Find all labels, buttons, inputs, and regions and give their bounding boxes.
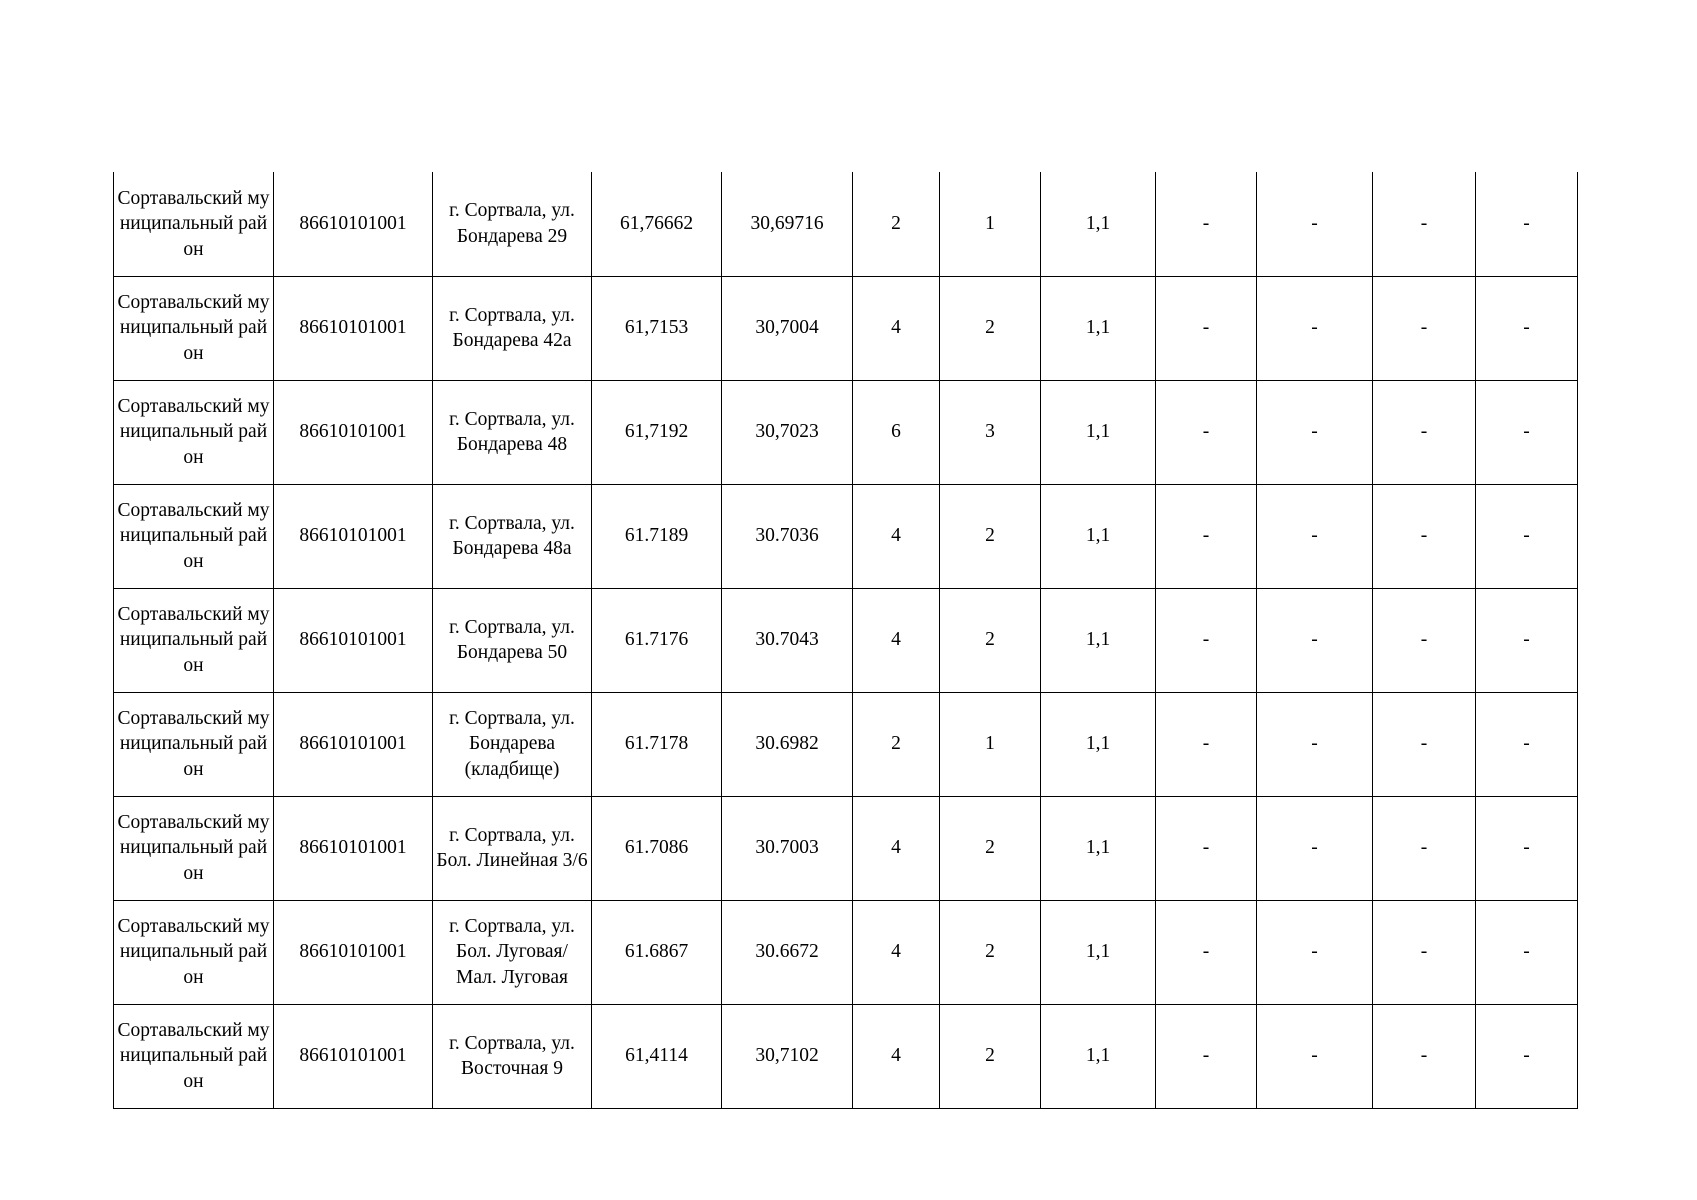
cell-column-6: 4: [853, 900, 940, 1004]
cell-column-10: -: [1257, 380, 1373, 484]
cell-column-7: 1: [940, 172, 1041, 276]
cell-column-11: -: [1373, 276, 1476, 380]
cell-column-10: -: [1257, 484, 1373, 588]
cell-address: г. Сортвала, ул. Бондарева 42а: [433, 276, 592, 380]
cell-column-11: -: [1373, 900, 1476, 1004]
cell-column-11: -: [1373, 380, 1476, 484]
cell-oktmo-code: 86610101001: [274, 276, 433, 380]
cell-column-7: 2: [940, 900, 1041, 1004]
cell-address: г. Сортвала, ул. Восточная 9: [433, 1004, 592, 1108]
cell-oktmo-code: 86610101001: [274, 588, 433, 692]
cell-column-6: 4: [853, 1004, 940, 1108]
cell-column-8: 1,1: [1041, 1004, 1156, 1108]
cell-column-7: 2: [940, 276, 1041, 380]
cell-latitude: 61.7176: [592, 588, 722, 692]
cell-column-10: -: [1257, 692, 1373, 796]
cell-oktmo-code: 86610101001: [274, 484, 433, 588]
table-row: [114, 172, 1578, 276]
cell-region: Сортавальский муниципальный район: [114, 484, 274, 588]
cell-latitude: 61.7086: [592, 796, 722, 900]
cell-column-12: -: [1476, 1004, 1578, 1108]
cell-longitude: 30.6982: [722, 692, 853, 796]
cell-longitude: 30,69716: [722, 172, 853, 276]
table-row: [114, 692, 1578, 796]
cell-oktmo-code: 86610101001: [274, 796, 433, 900]
table-row: [114, 796, 1578, 900]
cell-column-7: 2: [940, 1004, 1041, 1108]
cell-column-12: -: [1476, 172, 1578, 276]
table-row: [114, 484, 1578, 588]
cell-column-8: 1,1: [1041, 796, 1156, 900]
cell-oktmo-code: 86610101001: [274, 380, 433, 484]
cell-column-11: -: [1373, 1004, 1476, 1108]
cell-column-7: 2: [940, 796, 1041, 900]
cell-region: Сортавальский муниципальный район: [114, 796, 274, 900]
cell-latitude: 61,4114: [592, 1004, 722, 1108]
cell-column-11: -: [1373, 484, 1476, 588]
cell-column-7: 3: [940, 380, 1041, 484]
cell-column-12: -: [1476, 588, 1578, 692]
cell-region: Сортавальский муниципальный район: [114, 588, 274, 692]
cell-column-12: -: [1476, 484, 1578, 588]
cell-oktmo-code: 86610101001: [274, 692, 433, 796]
cell-column-9: -: [1156, 380, 1257, 484]
cell-column-11: -: [1373, 172, 1476, 276]
cell-column-10: -: [1257, 796, 1373, 900]
cell-column-9: -: [1156, 900, 1257, 1004]
cell-column-11: -: [1373, 692, 1476, 796]
cell-oktmo-code: 86610101001: [274, 1004, 433, 1108]
cell-region: Сортавальский муниципальный район: [114, 276, 274, 380]
cell-oktmo-code: 86610101001: [274, 900, 433, 1004]
cell-address: г. Сортвала, ул. Бол. Линейная 3/6: [433, 796, 592, 900]
cell-column-6: 2: [853, 692, 940, 796]
cell-column-9: -: [1156, 172, 1257, 276]
table-body: [114, 172, 1578, 1108]
cell-column-7: 1: [940, 692, 1041, 796]
cell-address: г. Сортвала, ул. Бондарева 29: [433, 172, 592, 276]
cell-latitude: 61.7189: [592, 484, 722, 588]
cell-longitude: 30.7003: [722, 796, 853, 900]
cell-column-8: 1,1: [1041, 900, 1156, 1004]
cell-longitude: 30.7036: [722, 484, 853, 588]
cell-column-9: -: [1156, 796, 1257, 900]
cell-column-6: 2: [853, 172, 940, 276]
cell-column-9: -: [1156, 484, 1257, 588]
cell-latitude: 61.7178: [592, 692, 722, 796]
table-row: [114, 276, 1578, 380]
cell-column-6: 4: [853, 588, 940, 692]
cell-latitude: 61,7192: [592, 380, 722, 484]
cell-longitude: 30,7023: [722, 380, 853, 484]
table-row: [114, 900, 1578, 1004]
cell-region: Сортавальский муниципальный район: [114, 1004, 274, 1108]
sites-table: [113, 172, 1578, 1109]
cell-column-8: 1,1: [1041, 172, 1156, 276]
table-row: [114, 588, 1578, 692]
cell-column-9: -: [1156, 1004, 1257, 1108]
cell-column-12: -: [1476, 796, 1578, 900]
cell-latitude: 61.6867: [592, 900, 722, 1004]
cell-column-10: -: [1257, 900, 1373, 1004]
cell-column-6: 6: [853, 380, 940, 484]
cell-region: Сортавальский муниципальный район: [114, 900, 274, 1004]
cell-latitude: 61,7153: [592, 276, 722, 380]
table-row: [114, 380, 1578, 484]
cell-column-10: -: [1257, 1004, 1373, 1108]
cell-column-7: 2: [940, 484, 1041, 588]
cell-column-8: 1,1: [1041, 692, 1156, 796]
cell-column-8: 1,1: [1041, 276, 1156, 380]
cell-column-8: 1,1: [1041, 380, 1156, 484]
cell-address: г. Сортвала, ул. Бол. Луговая/Мал. Луговая: [433, 900, 592, 1004]
cell-address: г. Сортвала, ул. Бондарева 50: [433, 588, 592, 692]
cell-column-8: 1,1: [1041, 588, 1156, 692]
cell-column-12: -: [1476, 380, 1578, 484]
cell-column-11: -: [1373, 588, 1476, 692]
cell-column-12: -: [1476, 900, 1578, 1004]
cell-longitude: 30.6672: [722, 900, 853, 1004]
cell-address: г. Сортвала, ул. Бондарева 48: [433, 380, 592, 484]
cell-longitude: 30,7004: [722, 276, 853, 380]
cell-region: Сортавальский муниципальный район: [114, 692, 274, 796]
cell-column-9: -: [1156, 692, 1257, 796]
cell-column-6: 4: [853, 276, 940, 380]
cell-region: Сортавальский муниципальный район: [114, 172, 274, 276]
cell-column-6: 4: [853, 796, 940, 900]
cell-column-11: -: [1373, 796, 1476, 900]
cell-column-7: 2: [940, 588, 1041, 692]
cell-longitude: 30,7102: [722, 1004, 853, 1108]
cell-region: Сортавальский муниципальный район: [114, 380, 274, 484]
cell-longitude: 30.7043: [722, 588, 853, 692]
cell-column-10: -: [1257, 588, 1373, 692]
cell-column-12: -: [1476, 692, 1578, 796]
cell-address: г. Сортвала, ул. Бондарева 48а: [433, 484, 592, 588]
cell-column-12: -: [1476, 276, 1578, 380]
table-row: [114, 1004, 1578, 1108]
cell-column-9: -: [1156, 276, 1257, 380]
cell-column-6: 4: [853, 484, 940, 588]
cell-address: г. Сортвала, ул. Бондарева (кладбище): [433, 692, 592, 796]
cell-oktmo-code: 86610101001: [274, 172, 433, 276]
cell-column-8: 1,1: [1041, 484, 1156, 588]
cell-column-10: -: [1257, 276, 1373, 380]
cell-latitude: 61,76662: [592, 172, 722, 276]
cell-column-10: -: [1257, 172, 1373, 276]
cell-column-9: -: [1156, 588, 1257, 692]
